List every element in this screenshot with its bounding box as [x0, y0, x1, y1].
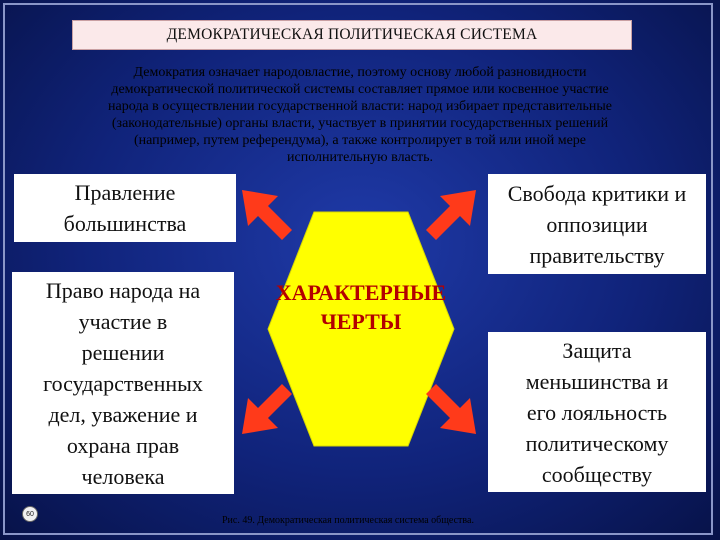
- center-label-line: ХАРАКТЕРНЫЕ: [275, 280, 447, 305]
- intro-paragraph: [28, 64, 692, 166]
- feature-freedom-of-criticism: [488, 174, 706, 274]
- feature-line: участие в: [78, 308, 168, 334]
- intro-line: народа в осуществлении государственной власти: народ избирает представительные: [108, 99, 612, 114]
- feature-line: его лояльность: [526, 399, 668, 425]
- feature-line: сообществу: [541, 461, 653, 487]
- feature-majority-rule: [14, 174, 236, 242]
- feature-line: Свобода критики и: [507, 180, 687, 206]
- arrow-down-left-icon: [238, 380, 296, 438]
- center-label-line: ЧЕРТЫ: [320, 309, 402, 334]
- feature-line: человека: [81, 463, 165, 489]
- slide-title: ДЕМОКРАТИЧЕСКАЯ ПОЛИТИЧЕСКАЯ СИСТЕМА: [72, 20, 632, 50]
- intro-line: (законодательные) органы власти, участвует в принятии государственных решений: [111, 116, 609, 131]
- arrow-up-right-icon: [422, 186, 480, 244]
- intro-line: Демократия означает народовластие, поэтому основу любой разновидности: [133, 65, 587, 80]
- intro-line: исполнительную власть.: [287, 150, 433, 165]
- figure-caption: Рис. 49. Демократическая политическая система общества.: [222, 515, 474, 526]
- feature-line: меньшинства и: [525, 368, 669, 394]
- feature-line: решении: [81, 339, 165, 365]
- feature-line: Правление: [74, 180, 176, 205]
- intro-line: (например, путем референдума), а также контролирует в той или иной мере: [134, 133, 586, 148]
- intro-line: демократической политической системы составляет прямое или косвенное участие: [111, 82, 609, 97]
- feature-line: большинства: [63, 211, 187, 236]
- arrow-up-left-icon: [238, 186, 296, 244]
- feature-line: охрана прав: [66, 432, 180, 458]
- feature-line: оппозиции: [546, 211, 648, 237]
- feature-line: государственных: [43, 370, 203, 396]
- feature-line: правительству: [529, 242, 665, 268]
- feature-line: политическому: [525, 430, 669, 456]
- feature-line: Защита: [562, 337, 632, 363]
- feature-people-participation: [12, 272, 234, 494]
- page-number-badge: 60: [22, 506, 38, 522]
- feature-line: Право народа на: [45, 277, 201, 303]
- center-label: [266, 278, 456, 336]
- arrow-down-right-icon: [422, 380, 480, 438]
- feature-minority-protection: [488, 332, 706, 492]
- feature-line: дел, уважение и: [48, 401, 198, 427]
